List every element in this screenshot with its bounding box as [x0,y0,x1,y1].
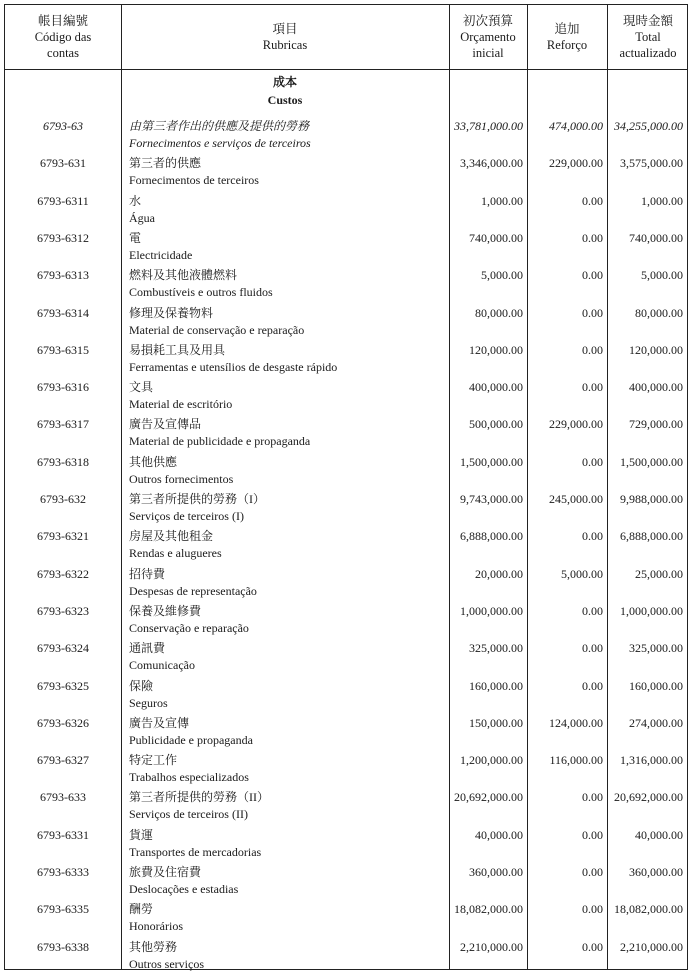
rubric-zh: 保險 [129,678,154,693]
table-row [5,673,687,710]
initial-budget: 500,000.00 [469,417,523,432]
account-code: 6793-63 [43,119,83,133]
table-row [5,449,687,486]
account-code: 6793-6313 [37,268,89,283]
initial-budget: 2,210,000.00 [460,939,523,954]
rubric-pt: Serviços de terceiros (I) [129,509,244,523]
rubric-pt: Seguros [129,695,168,710]
account-code: 6793-632 [40,492,86,506]
rubric-pt: Combustíveis e outros fluidos [129,285,273,300]
rubric-pt: Trabalhos especializados [129,770,249,785]
reinforcement: 0.00 [582,902,603,917]
reinforcement: 474,000.00 [549,119,603,133]
rubric-pt: Despesas de representação [129,583,257,598]
initial-budget: 20,692,000.00 [454,790,523,805]
rubric-zh: 通訊費 [129,641,166,656]
initial-budget: 18,082,000.00 [454,902,523,917]
initial-budget: 325,000.00 [469,641,523,656]
reinforcement: 0.00 [582,230,603,245]
reinforcement: 124,000.00 [549,715,603,730]
account-code: 6793-6321 [37,529,89,544]
account-code: 6793-6325 [37,678,89,693]
header-initial-zh: 初次預算 [462,14,513,28]
table-row [5,896,687,933]
table-row [5,523,687,560]
table-row [5,859,687,896]
account-code: 6793-6323 [37,603,89,618]
rubric-zh: 廣告及宣傳 [129,715,190,730]
account-code: 6793-633 [40,790,86,805]
header-code-pt: Código das contas [34,30,92,60]
account-code: 6793-6338 [37,939,89,954]
rubric-zh: 易損耗工具及用具 [129,342,226,357]
header-code-zh: 帳目編號 [37,14,88,28]
updated-total: 25,000.00 [635,566,683,581]
initial-budget: 5,000.00 [481,268,523,283]
initial-budget: 20,000.00 [475,566,523,581]
table-row [5,486,687,523]
rubric-pt: Conservação e reparação [129,620,249,635]
updated-total: 1,316,000.00 [620,753,683,768]
account-code: 6793-6326 [37,715,89,730]
rubric-zh: 電 [129,230,142,245]
account-code: 6793-6318 [37,454,89,469]
updated-total: 1,000,000.00 [620,603,683,618]
updated-total: 6,888,000.00 [620,529,683,544]
reinforcement: 0.00 [582,193,603,208]
initial-budget: 9,743,000.00 [460,492,523,506]
updated-total: 1,000.00 [641,193,683,208]
reinforcement: 0.00 [582,603,603,618]
table-row [5,822,687,859]
rubric-pt: Rendas e alugueres [129,546,222,561]
table-row [5,337,687,374]
updated-total: 160,000.00 [629,678,683,693]
rubric-pt: Material de publicidade e propaganda [129,434,311,449]
account-code: 6793-6317 [37,417,89,432]
updated-total: 5,000.00 [641,268,683,283]
updated-total: 740,000.00 [629,230,683,245]
initial-budget: 6,888,000.00 [460,529,523,544]
initial-budget: 1,200,000.00 [460,753,523,768]
table-row [5,784,687,821]
updated-total: 2,210,000.00 [620,939,683,954]
reinforcement: 229,000.00 [549,156,603,171]
rubric-zh: 修理及保養物料 [129,305,214,320]
rubric-zh: 文具 [129,380,154,395]
initial-budget: 1,000.00 [481,193,523,208]
reinforcement: 245,000.00 [549,492,603,506]
account-code: 6793-6314 [37,305,89,320]
table-row [5,300,687,337]
reinforcement: 229,000.00 [549,417,603,432]
rubric-zh: 房屋及其他租金 [129,529,214,544]
table-row [5,188,687,225]
rubric-zh: 其他勞務 [129,939,178,954]
table-row [5,934,687,971]
section-title-zh: 成本 [272,75,297,89]
header-item [121,5,449,69]
rubric-pt: Publicidade e propaganda [129,732,253,747]
rubric-zh: 其他供應 [129,454,178,469]
updated-total: 34,255,000.00 [614,119,683,133]
rubric-pt: Material de conservação e reparação [129,322,305,337]
rubric-pt: Outros fornecimentos [129,471,234,486]
updated-total: 1,500,000.00 [620,454,683,469]
rubric-zh: 第三者的供應 [129,156,202,171]
updated-total: 325,000.00 [629,641,683,656]
header-total-zh: 現時金額 [622,14,673,28]
reinforcement: 0.00 [582,678,603,693]
rubric-pt: Ferramentas e utensílios de desgaste rápido [129,359,338,374]
reinforcement: 0.00 [582,305,603,320]
reinforcement: 0.00 [582,454,603,469]
rubric-pt: Água [129,210,155,225]
header-code [5,5,121,69]
updated-total: 120,000.00 [629,342,683,357]
account-code: 6793-6316 [37,380,89,395]
account-code: 6793-6327 [37,753,89,768]
initial-budget: 1,500,000.00 [460,454,523,469]
reinforcement: 116,000.00 [549,753,603,768]
account-code: 6793-6331 [37,827,89,842]
table-row [5,225,687,262]
rubric-zh: 特定工作 [129,753,178,768]
table-row [5,635,687,672]
rubric-zh: 第三者所提供的勞務（I） [129,492,265,506]
rubric-pt: Outros serviços [129,956,204,971]
rubric-pt: Fornecimentos e serviços de terceiros [129,136,311,150]
updated-total: 3,575,000.00 [620,156,683,171]
budget-table [4,4,688,970]
account-code: 6793-6333 [37,865,89,879]
updated-total: 9,988,000.00 [620,492,683,506]
rubric-zh: 廣告及宣傳品 [129,417,202,432]
rubric-zh: 水 [129,193,142,208]
reinforcement: 0.00 [582,790,603,805]
initial-budget: 160,000.00 [469,678,523,693]
header-total [607,5,689,69]
rubric-pt: Electricidade [129,247,193,262]
updated-total: 18,082,000.00 [614,902,683,917]
header-reinforce-pt: Reforço [546,38,588,52]
section-title-pt: Custos [267,93,303,107]
header-total-pt: Total actualizado [619,30,677,60]
reinforcement: 0.00 [582,342,603,357]
reinforcement: 0.00 [582,827,603,842]
table-row [5,150,687,187]
initial-budget: 80,000.00 [475,305,523,320]
initial-budget: 33,781,000.00 [454,119,523,133]
account-code: 6793-631 [40,156,86,171]
initial-budget: 400,000.00 [469,380,523,395]
rubric-zh: 旅費及住宿費 [129,865,202,879]
reinforcement: 0.00 [582,939,603,954]
reinforcement: 0.00 [582,865,603,879]
rubric-pt: Deslocações e estadias [129,882,239,896]
initial-budget: 1,000,000.00 [460,603,523,618]
table-row [5,561,687,598]
updated-total: 20,692,000.00 [614,790,683,805]
rubric-zh: 酬勞 [129,902,154,917]
reinforcement: 0.00 [582,641,603,656]
rubric-pt: Fornecimentos de terceiros [129,173,259,188]
updated-total: 360,000.00 [629,865,683,879]
rubric-zh: 招待費 [129,566,166,581]
rubric-zh: 第三者所提供的勞務（II） [129,790,269,805]
account-code: 6793-6322 [37,566,89,581]
reinforcement: 0.00 [582,380,603,395]
initial-budget: 740,000.00 [469,230,523,245]
header-initial-pt: Orçamento inicial [460,30,516,60]
reinforcement: 0.00 [582,529,603,544]
rubric-pt: Serviços de terceiros (II) [129,807,248,822]
header-reinforce-zh: 追加 [554,22,580,36]
updated-total: 400,000.00 [629,380,683,395]
header-item-pt: Rubricas [262,38,308,52]
rubric-zh: 貨運 [129,827,154,842]
account-code: 6793-6311 [37,193,89,208]
table-row [5,113,687,150]
header-reinforce [527,5,607,69]
initial-budget: 360,000.00 [469,865,523,879]
account-code: 6793-6324 [37,641,89,656]
table-row [5,262,687,299]
updated-total: 274,000.00 [629,715,683,730]
initial-budget: 40,000.00 [475,827,523,842]
account-code: 6793-6312 [37,230,89,245]
initial-budget: 120,000.00 [469,342,523,357]
table-row [5,374,687,411]
header-initial [449,5,527,69]
initial-budget: 150,000.00 [469,715,523,730]
table-row [5,598,687,635]
rubric-zh: 燃料及其他液體燃料 [129,268,238,283]
table-row [5,710,687,747]
rubric-pt: Honorários [129,919,183,934]
rubric-pt: Transportes de mercadorias [129,844,262,859]
rubric-pt: Comunicação [129,658,195,673]
reinforcement: 0.00 [582,268,603,283]
initial-budget: 3,346,000.00 [460,156,523,171]
header-item-zh: 項目 [272,22,298,36]
rubric-zh: 保養及維修費 [129,603,202,618]
table-row [5,411,687,448]
updated-total: 80,000.00 [635,305,683,320]
account-code: 6793-6315 [37,342,89,357]
rubric-pt: Material de escritório [129,397,233,412]
table-row [5,747,687,784]
account-code: 6793-6335 [37,902,89,917]
rubric-zh: 由第三者作出的供應及提供的勞務 [129,119,310,133]
updated-total: 40,000.00 [635,827,683,842]
updated-total: 729,000.00 [629,417,683,432]
reinforcement: 5,000.00 [561,566,603,581]
header-divider [5,69,687,70]
